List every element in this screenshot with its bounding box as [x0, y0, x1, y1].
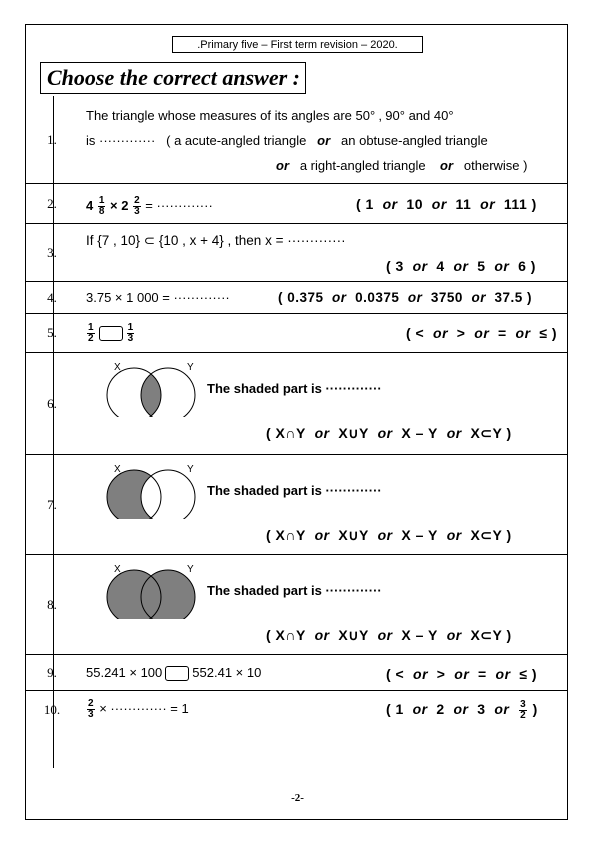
answer-choices: ( 3 or 4 or 5 or 6 ) [386, 258, 536, 274]
question-row-4 [26, 282, 567, 314]
page-header: .Primary five – First term revision – 2020. [172, 36, 423, 53]
question-number: 4. [47, 289, 57, 305]
answer-blank: = ············· [145, 197, 213, 213]
choice-text: ( a acute-angled triangle [166, 133, 307, 148]
set-y-label: Y [187, 362, 194, 373]
choice-text: an obtuse-angled triangle [341, 133, 488, 148]
venn-diagram-union [84, 563, 214, 619]
answer-choices: ( 1 or 10 or 11 or 111 ) [356, 196, 537, 212]
fraction: $\frac{3}{2}$ [520, 699, 527, 721]
question-text: The shaded part is ············· [207, 381, 382, 396]
question-row-8 [26, 555, 567, 655]
question-row-10 [26, 691, 567, 728]
answer-choices: ( < or > or = or ≤ ) [406, 325, 558, 341]
question-number: 10. [43, 701, 61, 717]
question-number: 9. [47, 664, 57, 680]
question-text [86, 133, 488, 148]
fraction: $\frac{1}{2}$ [88, 322, 94, 344]
question-number: 3. [47, 244, 57, 260]
question-number: 8. [47, 596, 57, 612]
set-x-label: X [114, 564, 121, 575]
question-text: The shaded part is ············· [207, 483, 382, 498]
answer-choices: ( X∩Y or X∪Y or X – Y or X⊂Y ) [266, 425, 512, 441]
set-y-label: Y [187, 464, 194, 475]
comparison-box[interactable] [99, 326, 123, 341]
question-row-7 [26, 455, 567, 555]
fraction: $\frac{1}{3}$ [127, 322, 134, 344]
question-number: 2. [47, 195, 57, 211]
fraction: $\frac{2}{3}$ [134, 195, 140, 217]
fraction: $\frac{1}{8}$ [98, 195, 105, 217]
question-expression: 4 $\frac{1}{8}$ × 2 $\frac{2}{3}$ = ············· [86, 195, 213, 217]
answer-choices: ( X∩Y or X∪Y or X – Y or X⊂Y ) [266, 527, 512, 543]
section-heading: Choose the correct answer : [40, 62, 306, 94]
answer-choices: ( 1 or 2 or 3 or $\frac{3}{2}$ ) [386, 699, 538, 721]
page-number: -2- [291, 792, 304, 804]
question-row-6 [26, 353, 567, 455]
question-expression: 3.75 × 1 000 = ············· [86, 290, 230, 305]
answer-blank: is ············· [86, 133, 156, 148]
question-text [276, 158, 527, 173]
question-number: 6. [47, 395, 57, 411]
question-text: The triangle whose measures of its angles are 50° ‚ 90° and 40° [86, 108, 454, 123]
venn-diagram-difference [84, 463, 214, 519]
set-x-label: X [114, 362, 121, 373]
set-x-label: X [114, 464, 121, 475]
question-row-2 [26, 184, 567, 224]
question-row-3 [26, 224, 567, 282]
question-expression [86, 323, 135, 344]
fraction: $\frac{2}{3}$ [88, 698, 94, 720]
question-expression: If {7 , 10} ⊂ {10 , x + 4} , then x = ············· [86, 233, 346, 248]
question-row-1 [26, 96, 567, 184]
choice-text: otherwise ) [463, 158, 528, 173]
question-number: 1. [47, 131, 57, 147]
question-row-5 [26, 314, 567, 353]
answer-choices: ( 0.375 or 0.0375 or 3750 or 37.5 ) [278, 290, 532, 305]
set-y-label: Y [187, 564, 194, 575]
question-number: 5. [47, 325, 57, 340]
comparison-box[interactable] [165, 666, 189, 681]
or-word: or [276, 158, 289, 173]
question-expression: 55.241 × 100 552.41 × 10 [86, 665, 262, 680]
answer-choices: ( X∩Y or X∪Y or X – Y or X⊂Y ) [266, 627, 512, 643]
or-word: or [317, 133, 331, 148]
choice-text: a right-angled triangle [299, 158, 426, 173]
or-word: or [440, 158, 454, 173]
answer-choices: ( < or > or = or ≤ ) [386, 666, 538, 682]
question-table [26, 96, 567, 728]
venn-diagram-intersection [84, 361, 214, 417]
question-row-9 [26, 655, 567, 691]
question-expression [86, 699, 189, 720]
question-text: The shaded part is ············· [207, 583, 382, 598]
question-number: 7. [47, 496, 57, 512]
answer-blank: × ············· = 1 [99, 700, 189, 716]
